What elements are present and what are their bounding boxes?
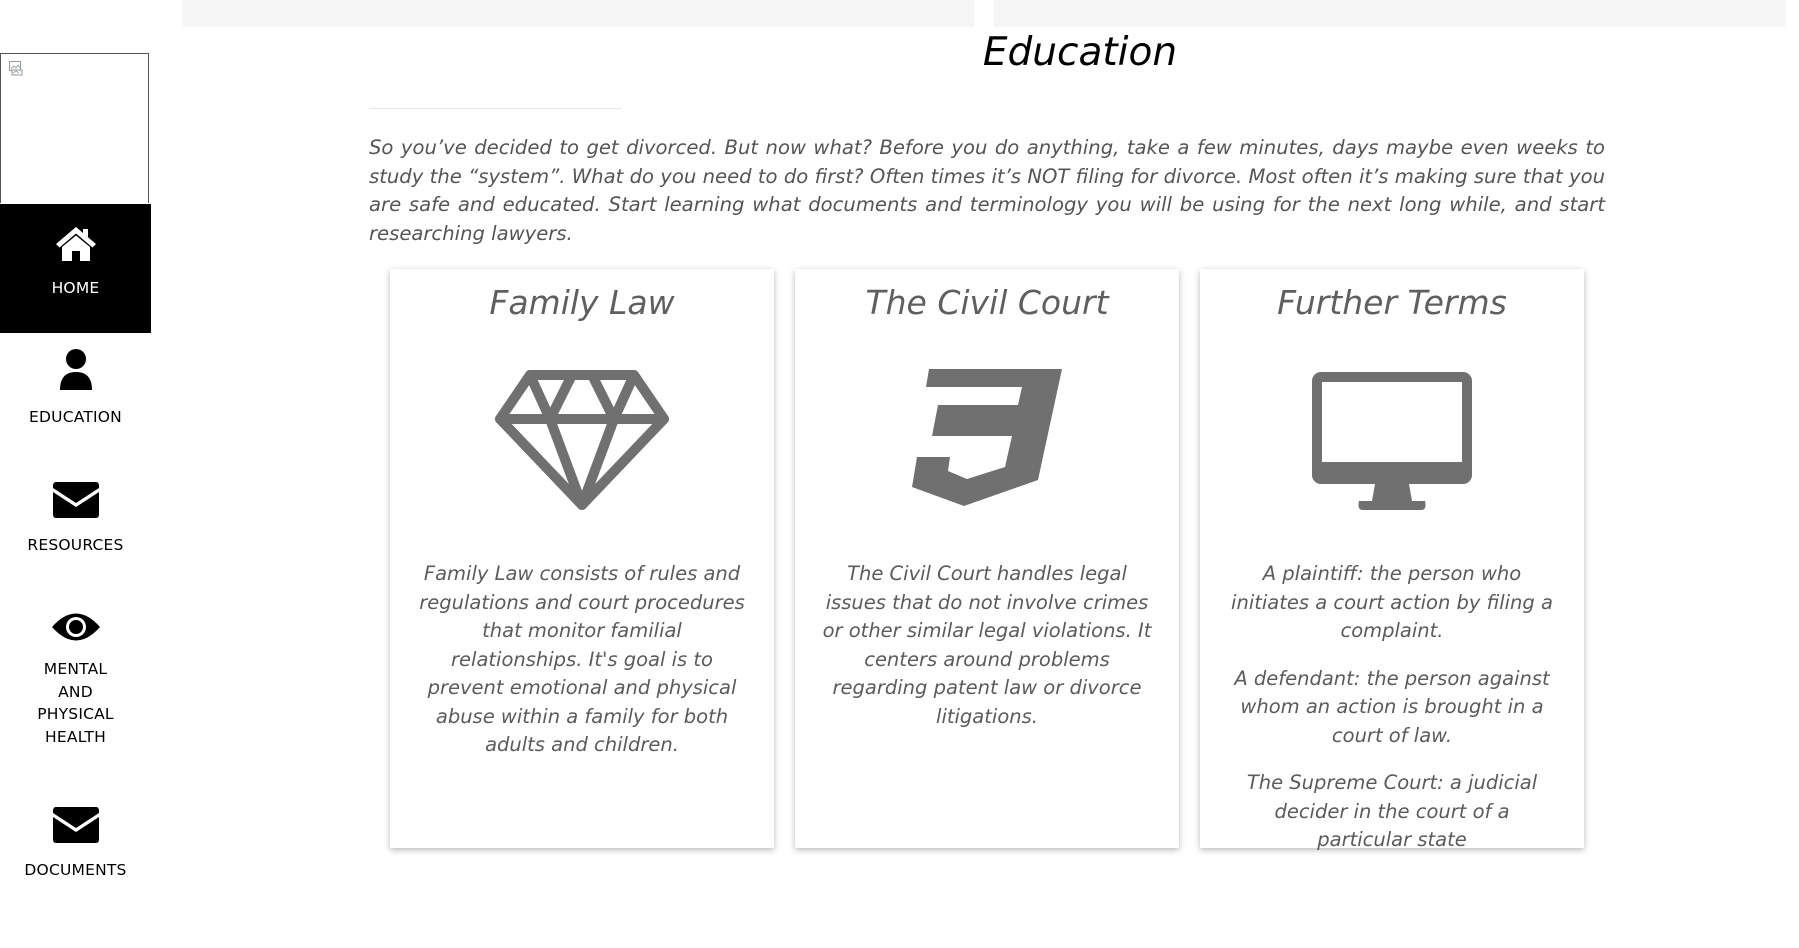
page-title: Education	[982, 30, 1178, 75]
sidebar-item-mental-health[interactable]	[0, 610, 151, 748]
sidebar-item-home[interactable]	[0, 204, 151, 333]
sidebar-item-resources[interactable]	[0, 480, 151, 557]
broken-image-icon	[8, 60, 24, 76]
card-title: Further Terms	[1277, 283, 1507, 322]
sidebar-item-label: HOME	[51, 279, 100, 297]
sidebar-item-education[interactable]	[0, 348, 151, 429]
diamond-icon	[494, 369, 670, 511]
card-family-law	[390, 269, 774, 848]
card-body	[416, 560, 748, 779]
card-paragraph: A defendant: the person against whom an action is brought in a court of law.	[1234, 666, 1550, 747]
top-bar-left	[182, 0, 974, 27]
card-civil-court	[795, 269, 1179, 848]
card-body	[1226, 560, 1558, 874]
card-paragraph: Family Law consists of rules and regulations and court procedures that monitor familial relationships. It's goal is to prevent emotional and physical abuse within a family for both adults and children.	[419, 562, 745, 756]
eye-icon	[51, 610, 101, 644]
top-bar-right	[994, 0, 1786, 27]
card-further-terms	[1200, 269, 1584, 851]
sidebar	[0, 0, 151, 948]
sidebar-item-label: EDUCATION	[29, 408, 122, 426]
logo-image[interactable]	[0, 53, 149, 203]
home-icon	[54, 225, 98, 263]
sidebar-item-label: DOCUMENTS	[24, 861, 127, 879]
envelope-icon	[52, 480, 100, 520]
card-paragraph: A plaintiff: the person who initiates a court action by filing a complaint.	[1231, 562, 1553, 642]
envelope-icon	[52, 805, 100, 845]
card-title: The Civil Court	[865, 283, 1109, 322]
user-icon	[58, 348, 94, 392]
card-paragraph: The Supreme Court: a judicial decider in the court of a particular state	[1246, 771, 1538, 851]
title-divider	[369, 108, 622, 109]
sidebar-item-documents[interactable]	[0, 805, 151, 882]
css3-icon	[912, 369, 1062, 507]
sidebar-item-label: MENTAL AND PHYSICAL HEALTH	[37, 660, 114, 746]
card-paragraph: The Civil Court handles legal issues that do not involve crimes or other similar legal violations. It centers around problems regarding patent law or divorce litigations.	[822, 562, 1152, 728]
desktop-icon	[1309, 369, 1475, 511]
intro-paragraph: So you’ve decided to get divorced. But now what? Before you do anything, take a few minutes, days maybe even weeks to study the “system”. What do you need to do first? Often times it’s NOT filing for divorce. Most often it’s making sure that you are safe and educated. Start learning what documents and terminology you will be using for the next long while, and start researching lawyers.	[369, 136, 1605, 245]
card-body	[821, 560, 1153, 750]
sidebar-item-label: RESOURCES	[27, 536, 124, 554]
card-title: Family Law	[489, 283, 675, 322]
